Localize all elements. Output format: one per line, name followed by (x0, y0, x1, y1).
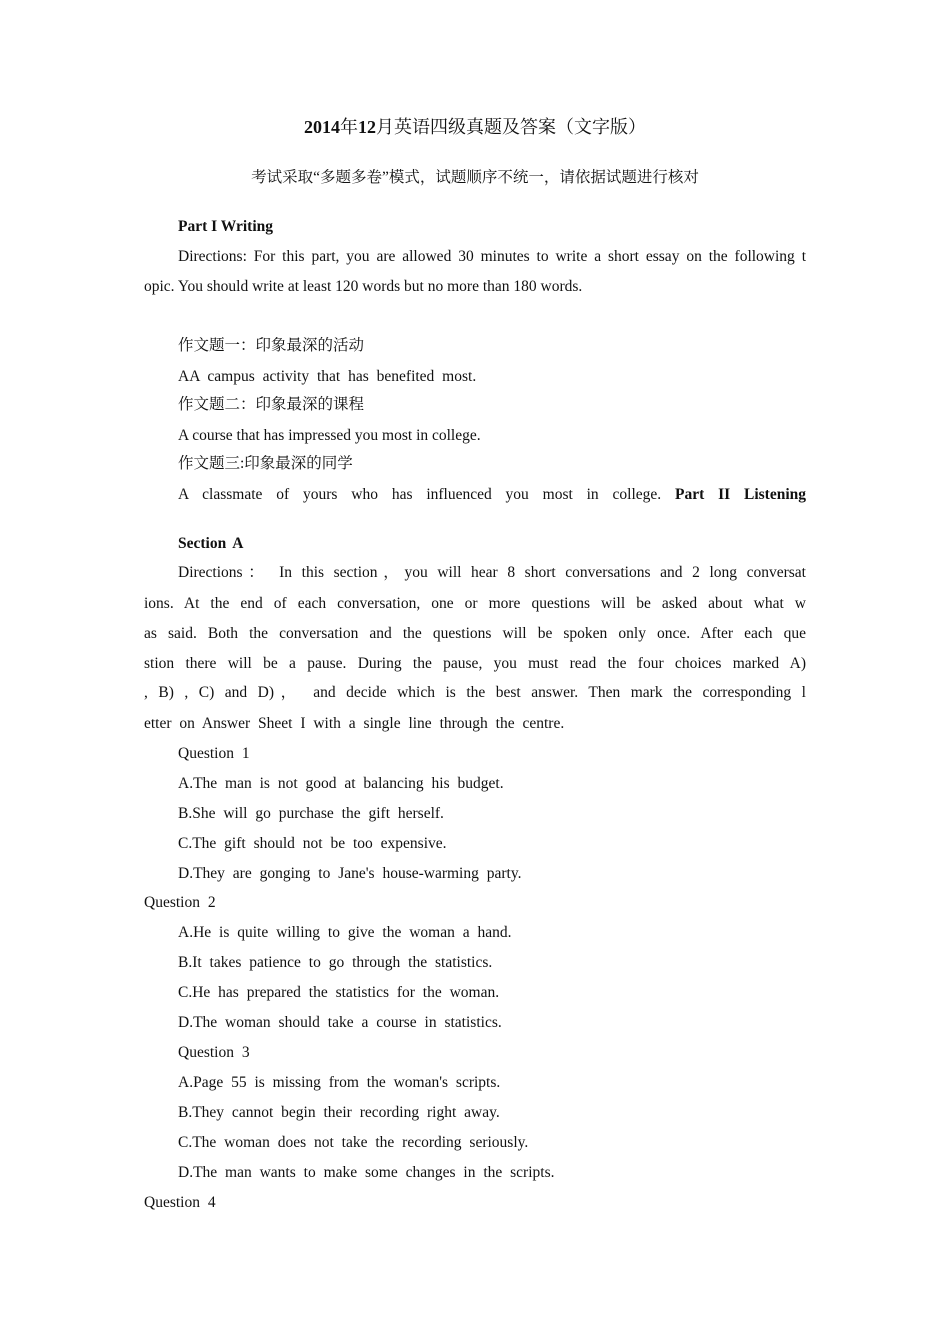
question-2-option-d: D.The woman should take a course in statistics. (178, 1014, 502, 1031)
page-subtitle: 考试采取“多题多卷”模式，试题顺序不统一，请依据试题进行核对 (251, 169, 699, 186)
section-a-directions-line2: ions. At the end of each conversation, one or more questions will be asked about what w (144, 595, 806, 612)
section-a-directions-line1: Directions： In this section，you will hear 8 short conversations and 2 long conversat (178, 564, 806, 581)
question-1-option-d: D.They are gonging to Jane's house-warming party. (178, 865, 522, 882)
title-year: 2014 (304, 117, 340, 137)
question-3-option-b: B.They cannot begin their recording right away. (178, 1104, 500, 1121)
part2-heading: Part II Listening (675, 486, 807, 503)
question-1-option-a: A.The man is not good at balancing his budget. (178, 775, 504, 792)
page-title (0, 117, 950, 137)
question-1-option-c: C.The gift should not be too expensive. (178, 835, 447, 852)
section-a-directions-line5: , B) , C) and D)， and decide which is the best answer. Then mark the corresponding l (144, 684, 806, 701)
section-a-directions-line3: as said. Both the conversation and the questions will be spoken only once. After each que (144, 625, 806, 642)
title-year-unit: 年 (340, 117, 358, 137)
question-1-label: Question 1 (178, 745, 250, 762)
question-3-option-a: A.Page 55 is missing from the woman's scripts. (178, 1074, 501, 1091)
question-2-option-a: A.He is quite willing to give the woman a hand. (178, 924, 512, 941)
title-month: 12 (358, 117, 376, 137)
question-2-label: Question 2 (144, 894, 216, 911)
essay3-label: 作文题三:印象最深的同学 (178, 455, 353, 472)
essay2-topic: A course that has impressed you most in college. (178, 427, 481, 444)
essay3-and-part2-line (178, 485, 806, 505)
question-1-option-b: B.She will go purchase the gift herself. (178, 805, 444, 822)
section-a-directions-line4: stion there will be a pause. During the pause, you must read the four choices marked A) (144, 655, 806, 672)
question-4-label: Question 4 (144, 1194, 216, 1211)
question-3-option-d: D.The man wants to make some changes in the scripts. (178, 1164, 555, 1181)
title-rest: 月英语四级真题及答案（文字版） (376, 117, 646, 137)
question-2-option-c: C.He has prepared the statistics for the woman. (178, 984, 500, 1001)
essay3-topic: A classmate of yours who has influenced you most in college. (178, 486, 662, 503)
question-3-label: Question 3 (178, 1044, 250, 1061)
part1-directions-line2: opic. You should write at least 120 words but no more than 180 words. (144, 278, 583, 295)
question-2-option-b: B.It takes patience to go through the statistics. (178, 954, 493, 971)
part1-heading: Part I Writing (178, 218, 274, 235)
section-a-heading: Section A (178, 535, 244, 552)
question-3-option-c: C.The woman does not take the recording seriously. (178, 1134, 529, 1151)
part1-directions-line1: Directions: For this part, you are allowed 30 minutes to write a short essay on the following t (178, 248, 806, 265)
section-a-directions-line6: etter on Answer Sheet I with a single line through the centre. (144, 715, 565, 732)
essay1-topic: AA campus activity that has benefited most. (178, 368, 477, 385)
essay1-label: 作文题一：印象最深的活动 (178, 337, 365, 354)
essay2-label: 作文题二：印象最深的课程 (178, 396, 365, 413)
